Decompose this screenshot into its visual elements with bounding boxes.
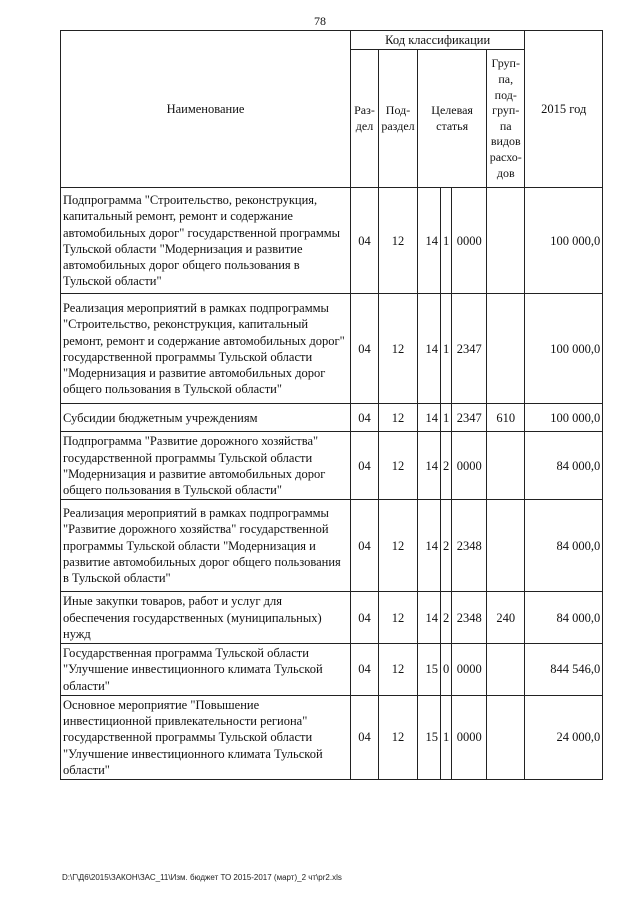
row-name: Реализация мероприятий в рамках подпрограммы "Строительство, реконструкция, капитальный ремонт, ремонт и содержание автомобильных дорог" государственной программы Тульской области "Модернизация и развитие автомобильных дорог общего пользования в Тульской области" [61,294,351,404]
row-amount: 84 000,0 [525,592,603,644]
row-section: 04 [351,404,379,432]
row-name: Государственная программа Тульской области "Улучшение инвестиционного климата Тульской области" [61,644,351,696]
row-section: 04 [351,188,379,294]
table-row [61,432,603,500]
row-subsection: 12 [379,404,418,432]
row-amount: 100 000,0 [525,294,603,404]
table-row [61,294,603,404]
table-row [61,188,603,294]
table-row [61,500,603,592]
row-section: 04 [351,500,379,592]
row-item-code: 0000 [452,695,487,779]
header-target-article: Целевая статья [418,50,487,188]
row-section: 04 [351,695,379,779]
row-amount: 84 000,0 [525,500,603,592]
row-expense-group [487,432,525,500]
row-program-code: 14 [418,294,441,404]
row-name: Иные закупки товаров, работ и услуг для обеспечения государственных (муниципальных) нужд [61,592,351,644]
row-amount: 24 000,0 [525,695,603,779]
row-subprogram-code: 1 [441,188,452,294]
file-path-footer: D:\Г\Д6\2015\ЗАКОН\ЗАС_11\Изм. бюджет ТО 2015-2017 (март)_2 чт\pr2.xls [62,873,342,882]
header-expense-group: Груп- па, под- груп- па видов расхо- дов [487,50,525,188]
row-program-code: 14 [418,432,441,500]
header-row-top [61,31,603,50]
row-subsection: 12 [379,294,418,404]
row-subprogram-code: 2 [441,500,452,592]
row-item-code: 0000 [452,644,487,696]
table-row [61,695,603,779]
row-program-code: 15 [418,644,441,696]
row-name: Подпрограмма "Строительство, реконструкция, капитальный ремонт, ремонт и содержание автомобильных дорог" государственной программы Тульской области "Модернизация и развитие автомобильных дорог общего пользования в Тульской области" [61,188,351,294]
row-subsection: 12 [379,644,418,696]
row-program-code: 14 [418,500,441,592]
row-amount: 844 546,0 [525,644,603,696]
row-subsection: 12 [379,695,418,779]
row-name: Подпрограмма "Развитие дорожного хозяйства" государственной программы Тульской области "Модернизация и развитие автомобильных дорог общего пользования в Тульской области" [61,432,351,500]
row-subprogram-code: 2 [441,432,452,500]
row-expense-group [487,644,525,696]
row-name: Реализация мероприятий в рамках подпрограммы "Развитие дорожного хозяйства" государственной программы Тульской области "Модернизация и развитие автомобильных дорог общего пользования в Тульской области" [61,500,351,592]
row-expense-group [487,500,525,592]
row-subprogram-code: 0 [441,644,452,696]
row-expense-group [487,695,525,779]
row-program-code: 15 [418,695,441,779]
header-subsection: Под- раздел [379,50,418,188]
row-subsection: 12 [379,592,418,644]
table-row [61,404,603,432]
row-section: 04 [351,294,379,404]
page-number: 78 [314,14,326,28]
row-item-code: 0000 [452,188,487,294]
row-amount: 84 000,0 [525,432,603,500]
row-item-code: 2347 [452,404,487,432]
row-section: 04 [351,592,379,644]
header-classification: Код классификации [351,31,525,50]
row-name: Основное мероприятие "Повышение инвестиционной привлекательности региона" государственной программы Тульской области "Улучшение инвестиционного климата Тульской области" [61,695,351,779]
table-row [61,644,603,696]
budget-table [60,30,603,780]
row-expense-group: 610 [487,404,525,432]
row-item-code: 2347 [452,294,487,404]
row-program-code: 14 [418,404,441,432]
row-program-code: 14 [418,188,441,294]
table-row [61,592,603,644]
row-program-code: 14 [418,592,441,644]
row-section: 04 [351,644,379,696]
row-expense-group [487,188,525,294]
row-amount: 100 000,0 [525,188,603,294]
row-subsection: 12 [379,432,418,500]
header-section: Раз- дел [351,50,379,188]
row-subprogram-code: 2 [441,592,452,644]
row-subprogram-code: 1 [441,294,452,404]
row-section: 04 [351,432,379,500]
row-subprogram-code: 1 [441,695,452,779]
row-expense-group: 240 [487,592,525,644]
row-expense-group [487,294,525,404]
row-item-code: 2348 [452,592,487,644]
row-amount: 100 000,0 [525,404,603,432]
row-subsection: 12 [379,188,418,294]
row-item-code: 2348 [452,500,487,592]
row-subprogram-code: 1 [441,404,452,432]
row-item-code: 0000 [452,432,487,500]
row-subsection: 12 [379,500,418,592]
header-name: Наименование [61,31,351,188]
header-year: 2015 год [525,31,603,188]
row-name: Субсидии бюджетным учреждениям [61,404,351,432]
